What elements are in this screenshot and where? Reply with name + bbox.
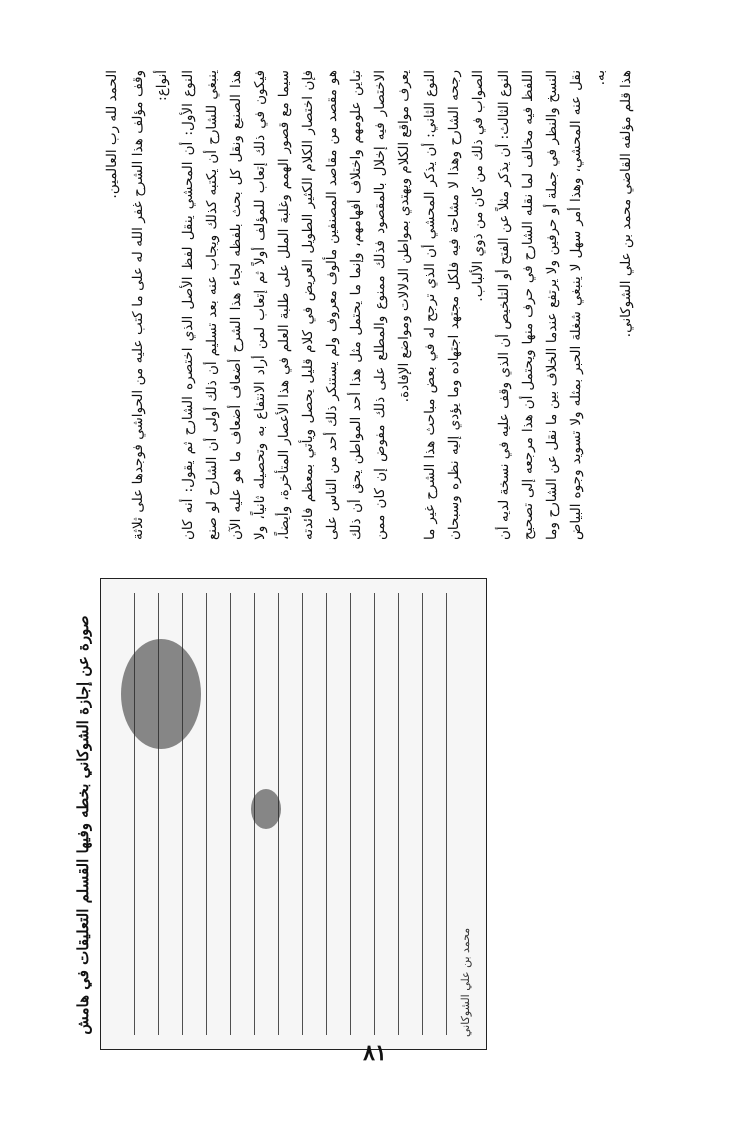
manuscript-image	[100, 578, 487, 1050]
paragraph-closing: هذا قلم مؤلفه القاضي محمد بن علي الشوكاني.	[618, 70, 634, 338]
ink-stain	[121, 639, 201, 749]
rotated-page-content	[70, 50, 750, 1060]
paragraph-opening: الحمد لله رب العالمين.	[104, 70, 120, 199]
paragraph-second-type: النوع الثاني: أن يذكر المحشي أن الذي ترجح له في بعض مباحث هذا الشرح غير ما رجحه الشارح وهذا لا مشاحة فيه فلكل مجتهد اجتهاده وما يؤدي إليه نظره وسبحان الصواب في ذلك من كان من ذوي الألباب.	[422, 70, 486, 540]
manuscript-line	[307, 593, 327, 1035]
page-number: ٨١	[363, 1040, 387, 1066]
image-caption: صورة عن إجازة الشوكاني بخطه وفيها القسلم التعليقات في هامش	[74, 615, 92, 1035]
manuscript-line	[355, 593, 375, 1035]
manuscript-line	[331, 593, 351, 1035]
manuscript-line	[379, 593, 399, 1035]
paragraph-first-type: النوع الأول: أن المحشي ينقل لفظ الأصل الذي اختصره الشارح ثم يقول: أنه كان ينبغي للشارح أن يكتبه كذلك ويجاب عنه بعد تسليم أن ذلك أولى أن الشارح لو صنع هذا الصنيع ونقل كل بحث بلفظه لجاء هذا الشرح أضعاف أضعاف ما هو عليه الآن فيكون في ذلك إتعاب للمؤلف أولاً ثم إتعاب لمن أراد الانتفاع به وتحصيله ثانياً، ولا سيما مع قصور الهمم وغلبة الملل على طلبة العلم في هذا الأعصار المتأخرة، وأيضاً، فإن اختصار الكلام الكثير الطويل العريض في كلام قليل يحصل ويأتي بمعظم فائدته هو مقصد من مقاصد المصنفين مألوف معروف ولم يستنكر ذلك أحد من الناس على تباين علومهم واختلاف أفهامهم، وإنما ما يحتمل مثل هذا أحد المواطن يحق أن ذلك الاختصار فيه إخلال بالمقصود فذلك ممنوع والمطلع على ذلك مفوض إن كان ممن يعرف مواقع الكلام ويهتدي بمواطن الدلالات ومواضع الإفادة.	[180, 70, 412, 540]
paragraph-third-type: النوع الثالث: أن يذكر مثلاً عن الفتح أو التلخيص أن الذي وقف عليه في نسخة لديه أن اللفظ فيه مخالف لما نقله الشارح في حرف منها ويحتمل أن هذا مرجعه إلى تصحيح النسخ والنظر في جملة أو حرفين ولا يرتفع عندما الخلاف بين ما نقل عن الشارح وما نقل عنه المحشي، وهذا أمر سهل لا ينبغي شغلة الحبر بمثله ولا تسويد وجوه البياض به.	[496, 70, 608, 540]
manuscript-line	[211, 593, 231, 1035]
ink-stain	[251, 789, 281, 829]
manuscript-line	[403, 593, 423, 1035]
body-text	[100, 70, 740, 540]
manuscript-line	[427, 593, 447, 1035]
manuscript-line	[283, 593, 303, 1035]
manuscript-signature: محمد بن علي الشوكاني	[459, 927, 472, 1037]
paragraph-intro: وقف مؤلف هذا الشرح غفر الله له على ما كتب عليه من الحواشي فوجدها على ثلاثة أنواع:	[130, 70, 170, 540]
page-frame	[70, 50, 750, 1060]
